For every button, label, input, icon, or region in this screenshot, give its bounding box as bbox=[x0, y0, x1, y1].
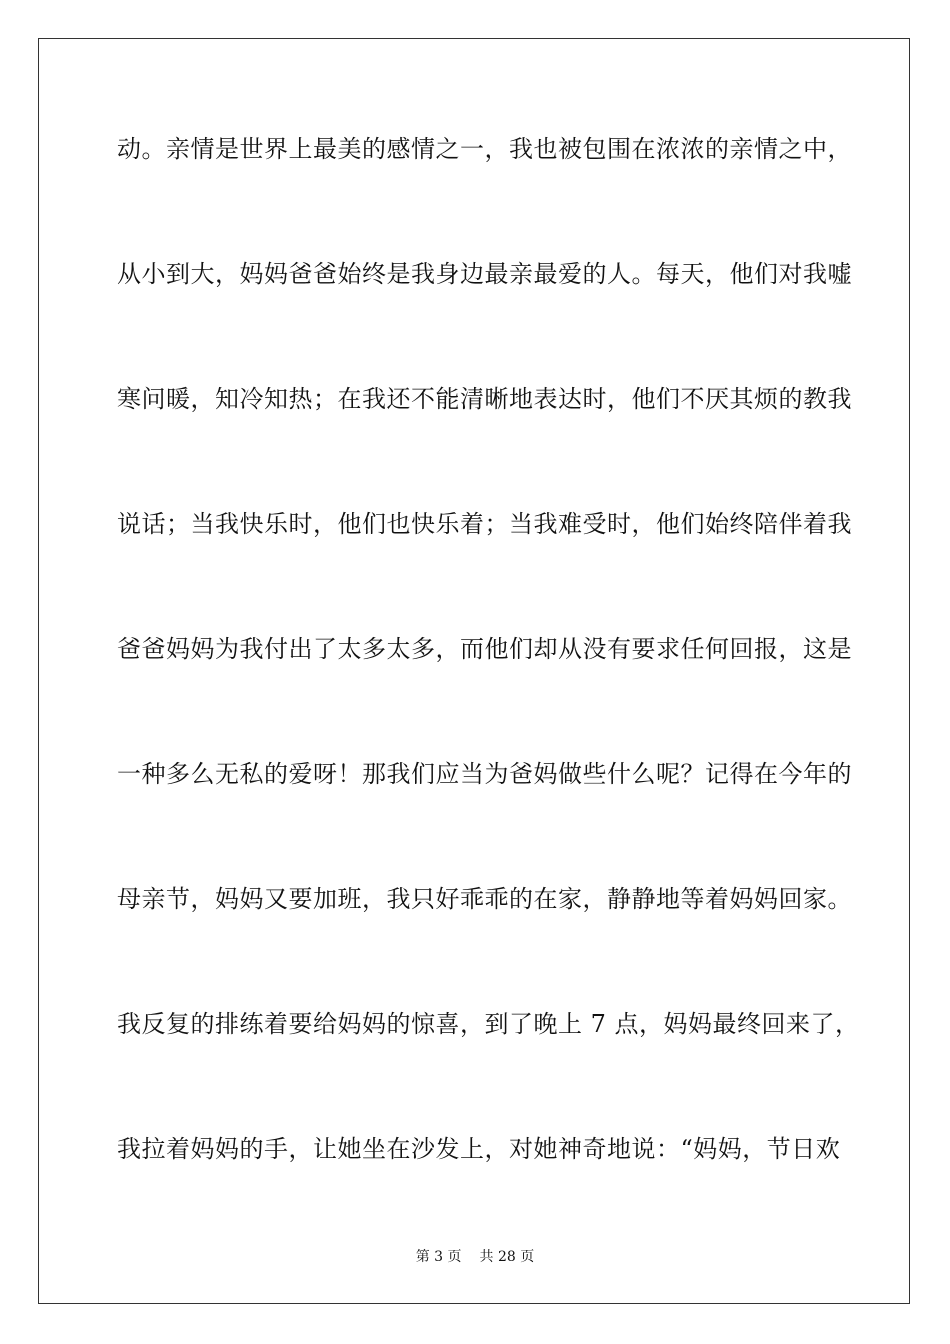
page-frame bbox=[38, 38, 910, 1304]
body-text-line: 动。亲情是世界上最美的感情之一，我也被包围在浓浓的亲情之中， bbox=[117, 135, 852, 163]
body-text-line: 寒问暖，知冷知热；在我还不能清晰地表达时，他们不厌其烦的教我 bbox=[117, 385, 852, 413]
page-footer bbox=[0, 1248, 950, 1266]
body-text-line: 从小到大，妈妈爸爸始终是我身边最亲最爱的人。每天，他们对我嘘 bbox=[117, 260, 852, 288]
body-text-line: 爸爸妈妈为我付出了太多太多，而他们却从没有要求任何回报，这是 bbox=[117, 635, 852, 663]
body-text-line: 一种多么无私的爱呀！那我们应当为爸妈做些什么呢？记得在今年的 bbox=[117, 760, 852, 788]
body-text-line: 我反复的排练着要给妈妈的惊喜，到了晚上 7 点，妈妈最终回来了， bbox=[117, 1010, 860, 1038]
body-text-line: 我拉着妈妈的手，让她坐在沙发上，对她神奇地说：“妈妈，节日欢 bbox=[117, 1135, 841, 1163]
body-text-line: 说话；当我快乐时，他们也快乐着；当我难受时，他们始终陪伴着我 bbox=[117, 510, 852, 538]
page-number-current: 第 3 页 bbox=[415, 1249, 462, 1265]
body-text-line: 母亲节，妈妈又要加班，我只好乖乖的在家，静静地等着妈妈回家。 bbox=[117, 885, 852, 913]
page-number-total: 共 28 页 bbox=[479, 1249, 535, 1265]
